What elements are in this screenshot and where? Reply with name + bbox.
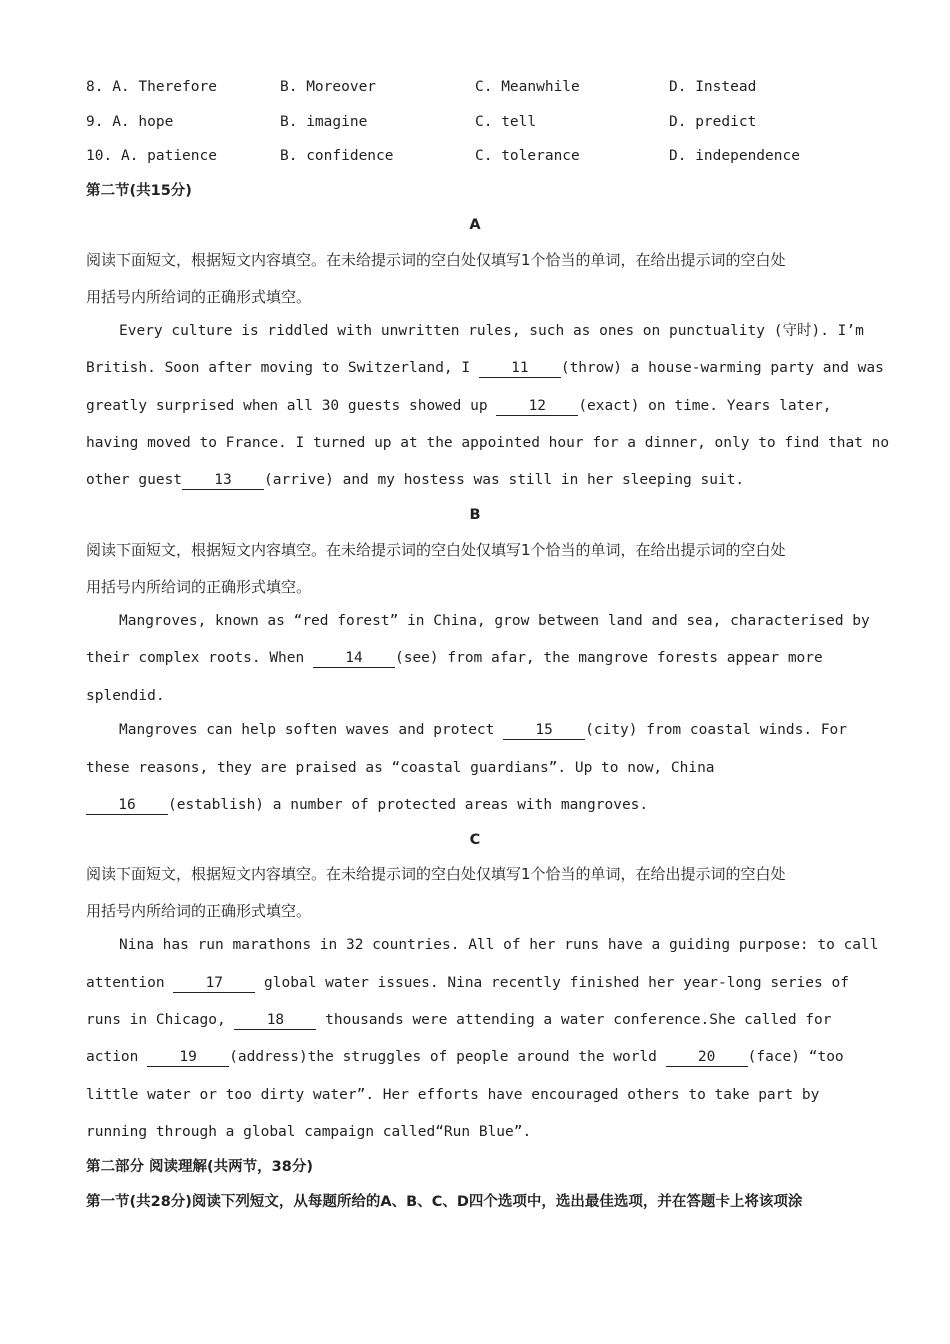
option-c: C. tolerance (475, 148, 580, 164)
blank-14[interactable]: 14 (313, 649, 395, 668)
part-label-a: A (469, 217, 481, 233)
option-b: B. imagine (280, 114, 368, 130)
option-d: D. Instead (669, 79, 757, 95)
instruction-line-1: 阅读下面短文，根据短文内容填空。在未给提示词的空白处仅填写1个恰当的单词，在给出提示词的空白处 (86, 251, 786, 269)
passage-line: 16 (establish) a number of protected areas with mangroves. (86, 795, 648, 815)
instruction-line-1: 阅读下面短文，根据短文内容填空。在未给提示词的空白处仅填写1个恰当的单词，在给出提示词的空白处 (86, 541, 786, 559)
passage-line: British. Soon after moving to Switzerland, I 11 (throw) a house-warming party and was (86, 360, 884, 376)
blank-19[interactable]: 19 (147, 1048, 229, 1067)
part2-section1: 第一节(共28分)阅读下列短文，从每题所给的A、B、C、D四个选项中，选出最佳选项，并在答题卡上将该项涂 (86, 1194, 803, 1210)
choice-row-10 (86, 146, 217, 166)
passage-line: running through a global campaign called“Run Blue”. (86, 1124, 532, 1140)
instruction-line-2: 用括号内所给词的正确形式填空。 (86, 288, 312, 306)
option-a: A. patience (120, 148, 217, 164)
passage-line: Mangroves can help soften waves and protect 15 (city) from coastal winds. For (119, 722, 848, 738)
blank-20[interactable]: 20 (666, 1048, 748, 1067)
passage-line: Nina has run marathons in 32 countries. All of her runs have a guiding purpose: to call (119, 937, 879, 953)
instruction-line-2: 用括号内所给词的正确形式填空。 (86, 902, 312, 920)
instruction-line-2: 用括号内所给词的正确形式填空。 (86, 578, 312, 596)
passage-line: greatly surprised when all 30 guests showed up 12 (exact) on time. Years later, (86, 398, 832, 414)
passage-line: attention 17 global water issues. Nina recently finished her year-long series of (86, 975, 849, 991)
passage-line: their complex roots. When 14 (see) from afar, the mangrove forests appear more (86, 650, 823, 666)
section-title: 第二节(共15分) (86, 183, 192, 199)
passage-line: splendid. (86, 688, 165, 704)
part2-title: 第二部分 阅读理解(共两节，38分) (86, 1159, 313, 1175)
option-d: D. predict (669, 114, 757, 130)
option-d: D. independence (669, 148, 800, 164)
blank-13[interactable]: 13 (182, 471, 264, 490)
passage-line: Mangroves, known as “red forest” in China, grow between land and sea, characterised by (119, 613, 870, 629)
choice-row-9 (86, 112, 173, 132)
question-number: 9. (86, 114, 104, 130)
part-label-c: C (469, 832, 481, 848)
choice-row-8 (86, 77, 217, 97)
option-b: B. Moreover (280, 79, 377, 95)
passage-line: Every culture is riddled with unwritten rules, such as ones on punctuality (守时). I’m (119, 323, 864, 339)
question-number: 8. (86, 79, 104, 95)
option-a: A. Therefore (112, 79, 217, 95)
passage-line: action 19 (address)the struggles of people around the world 20 (face) “too (86, 1049, 844, 1065)
blank-11[interactable]: 11 (479, 359, 561, 378)
blank-16[interactable]: 16 (86, 796, 168, 815)
blank-15[interactable]: 15 (503, 721, 585, 740)
passage-line: other guest 13 (arrive) and my hostess was still in her sleeping suit. (86, 472, 745, 488)
passage-line: runs in Chicago, 18 thousands were attending a water conference.She called for (86, 1012, 832, 1028)
blank-18[interactable]: 18 (234, 1011, 316, 1030)
question-number: 10. (86, 148, 113, 164)
blank-17[interactable]: 17 (173, 974, 255, 993)
option-c: C. tell (475, 114, 537, 130)
passage-line: having moved to France. I turned up at the appointed hour for a dinner, only to find that no (86, 435, 890, 451)
part-label-b: B (469, 507, 481, 523)
passage-line: little water or too dirty water”. Her efforts have encouraged others to take part by (86, 1087, 820, 1103)
blank-12[interactable]: 12 (496, 397, 578, 416)
option-b: B. confidence (280, 148, 394, 164)
option-c: C. Meanwhile (475, 79, 580, 95)
instruction-line-1: 阅读下面短文，根据短文内容填空。在未给提示词的空白处仅填写1个恰当的单词，在给出提示词的空白处 (86, 865, 786, 883)
passage-line: these reasons, they are praised as “coastal guardians”. Up to now, China (86, 760, 715, 776)
option-a: A. hope (112, 114, 174, 130)
